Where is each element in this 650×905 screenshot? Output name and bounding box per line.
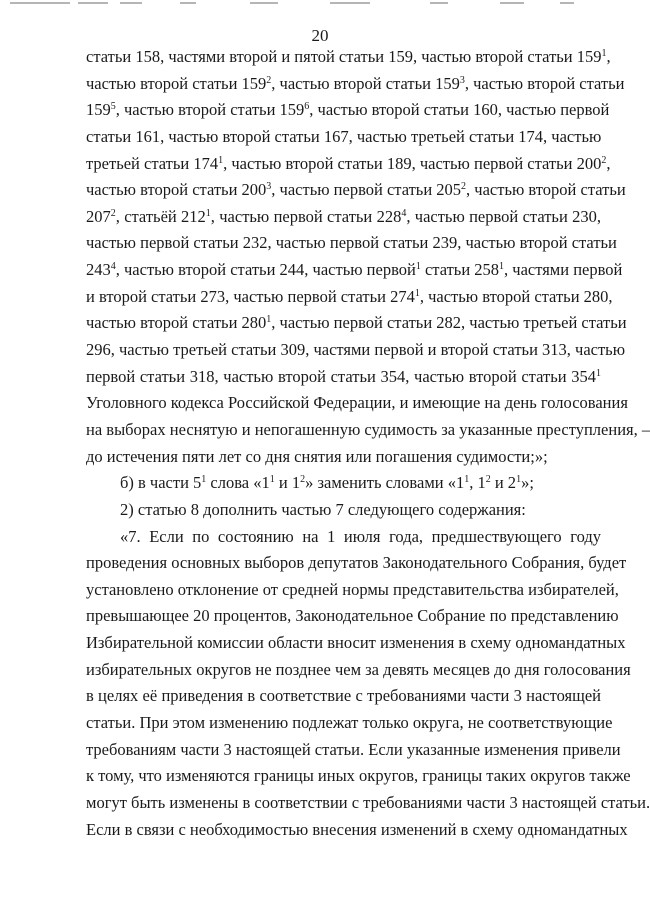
- scan-artifact: [0, 0, 640, 10]
- text-run: , 1: [469, 473, 486, 493]
- text-run: ,: [606, 153, 611, 173]
- superscript: 4: [110, 261, 116, 273]
- document-body: [86, 44, 650, 843]
- text-run: 296, частью третьей статьи 309, частями первой и второй статьи 313, частью: [86, 340, 626, 360]
- text-run: и второй статьи 273, частью первой статьи 274: [86, 286, 415, 306]
- text-run: статьи 258: [420, 260, 500, 280]
- text-run: частью первой статьи 232, частью первой статьи 239, частью второй статьи: [86, 233, 617, 253]
- text-line: [86, 444, 601, 471]
- text-line: [86, 310, 627, 337]
- text-run: установлено отклонение от средней нормы представительства избирателей,: [86, 579, 619, 599]
- text-line: [86, 763, 631, 790]
- text-run: , частью первой статьи 228: [210, 206, 402, 226]
- text-run: статьи 161, частью второй статьи 167, частью третьей статьи 174, частью: [86, 126, 602, 146]
- superscript: 6: [304, 101, 310, 113]
- text-run: , частью второй статьи 189, частью первой статьи 200: [223, 153, 602, 173]
- text-run: 207: [86, 206, 111, 226]
- text-line: [86, 124, 601, 151]
- text-run: Уголовного кодекса Российской Федерации, и имеющие на день голосования: [86, 393, 628, 413]
- superscript: 5: [110, 101, 116, 113]
- text-run: избирательных округов не позднее чем за девять месяцев до дня голосования: [86, 659, 631, 679]
- text-run: могут быть изменены в соответствии с требованиями части 3 настоящей статьи.: [86, 792, 650, 812]
- text-run: третьей статьи 174: [86, 153, 219, 173]
- text-line: [86, 497, 601, 524]
- text-line: [86, 577, 619, 604]
- text-run: и 2: [490, 473, 517, 493]
- text-run: , частью второй статьи 280,: [419, 286, 613, 306]
- text-line: [86, 657, 631, 684]
- text-run: к тому, что изменяются границы иных округов, границы таких округов также: [86, 766, 631, 786]
- text-run: статьи 158, частями второй и пятой статьи 159, частью второй статьи 159: [86, 47, 602, 66]
- superscript: 1: [596, 367, 601, 379]
- text-run: превышающее 20 процентов, Законодательное Собрание по представлению: [86, 606, 619, 626]
- text-run: частью второй статьи 200: [86, 180, 267, 200]
- superscript: 1: [499, 261, 505, 273]
- text-run: , частями первой: [504, 260, 623, 280]
- text-line: [86, 683, 601, 710]
- text-line: [86, 470, 601, 497]
- text-run: до истечения пяти лет со дня снятия или погашения судимости;»;: [86, 446, 548, 466]
- text-line: [86, 204, 601, 231]
- superscript: 2: [485, 474, 491, 486]
- text-line: [86, 790, 650, 817]
- text-line: [86, 364, 601, 391]
- text-line: [86, 737, 621, 764]
- superscript: 1: [414, 287, 420, 299]
- text-line: [86, 603, 619, 630]
- text-line: [86, 177, 626, 204]
- text-run: проведения основных выборов депутатов Законодательного Собрания, будет: [86, 553, 627, 573]
- superscript: 1: [269, 474, 275, 486]
- superscript: 2: [461, 181, 467, 193]
- text-line: [86, 151, 611, 178]
- text-run: Избирательной комиссии области вносит изменения в схему одномандатных: [86, 633, 626, 653]
- text-run: , частью первой статьи 205: [271, 180, 462, 200]
- text-run: 2) статью 8 дополнить частью 7 следующего содержания:: [120, 499, 526, 519]
- text-run: »;: [521, 473, 534, 493]
- text-run: Если в связи с необходимостью внесения изменений в схему одномандатных: [86, 819, 628, 839]
- text-run: , частью второй статьи 244, частью первой: [115, 260, 416, 280]
- text-run: , частью второй статьи 160, частью первой: [309, 100, 610, 120]
- page-number: 20: [311, 26, 329, 45]
- text-run: первой статьи 318, частью второй статьи 354, частью второй статьи 354: [86, 366, 596, 386]
- text-line: [86, 550, 627, 577]
- text-run: , частью первой статьи 282, частью третьей статьи: [271, 313, 627, 333]
- text-line: [86, 630, 626, 657]
- text-run: «7. Если по состоянию на 1 июля года, предшествующего году: [120, 526, 601, 546]
- superscript: 2: [266, 74, 272, 86]
- superscript: 1: [464, 474, 470, 486]
- text-run: » заменить словами «1: [305, 473, 465, 493]
- text-run: ,: [606, 47, 611, 66]
- superscript: 1: [205, 207, 211, 219]
- text-line: [86, 71, 625, 98]
- superscript: 2: [110, 207, 116, 219]
- superscript: 1: [266, 314, 272, 326]
- text-line: [86, 710, 613, 737]
- text-run: и 1: [274, 473, 301, 493]
- text-run: , частью второй статьи: [464, 73, 625, 93]
- text-run: слова «1: [206, 473, 270, 493]
- superscript: 1: [218, 154, 224, 166]
- text-run: статьи. При этом изменению подлежат только округа, не соответствующие: [86, 713, 613, 733]
- text-run: , частью первой статьи 230,: [406, 206, 601, 226]
- text-line: [86, 284, 613, 311]
- superscript: 3: [459, 74, 465, 86]
- superscript: 3: [266, 181, 272, 193]
- text-run: , статьёй 212: [115, 206, 206, 226]
- text-line: [86, 337, 626, 364]
- text-line: [86, 97, 610, 124]
- text-line: [86, 257, 623, 284]
- superscript: 2: [300, 474, 306, 486]
- superscript: 1: [201, 474, 207, 486]
- text-run: , частью второй статьи 159: [271, 73, 460, 93]
- superscript: 1: [516, 474, 522, 486]
- text-line: [86, 390, 628, 417]
- text-line: [86, 817, 628, 844]
- text-run: частью второй статьи 280: [86, 313, 267, 333]
- superscript: 1: [601, 48, 607, 59]
- superscript: 4: [401, 207, 407, 219]
- text-line: [86, 44, 611, 71]
- text-run: , частью второй статьи: [466, 180, 626, 200]
- text-run: на выборах неснятую и непогашенную судимость за указанные преступления, –: [86, 419, 650, 439]
- text-line: [86, 524, 601, 551]
- superscript: 2: [601, 154, 607, 166]
- text-run: , частью второй статьи 159: [115, 100, 305, 120]
- text-run: в целях её приведения в соответствие с требованиями части 3 настоящей: [86, 686, 601, 706]
- text-line: [86, 417, 650, 444]
- text-run: частью второй статьи 159: [86, 73, 267, 93]
- text-line: [86, 230, 617, 257]
- superscript: 1: [415, 261, 421, 273]
- text-run: 159: [86, 100, 111, 120]
- text-run: требованиям части 3 настоящей статьи. Если указанные изменения привели: [86, 739, 621, 759]
- text-run: б) в части 5: [120, 473, 202, 493]
- text-run: 243: [86, 260, 111, 280]
